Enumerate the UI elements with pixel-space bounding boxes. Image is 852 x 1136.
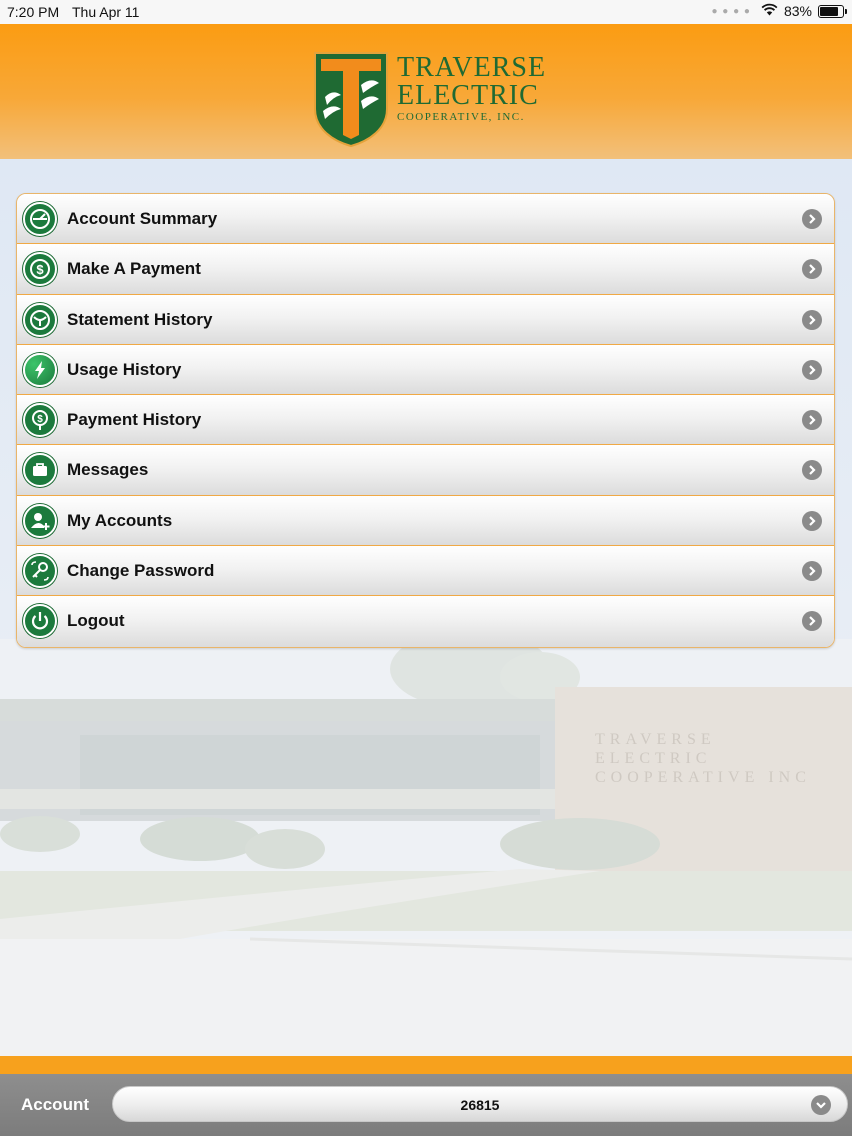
logo-text [397, 54, 546, 123]
menu-item-messages[interactable] [17, 445, 834, 495]
menu-item-my-accounts[interactable] [17, 496, 834, 546]
account-select[interactable] [112, 1086, 848, 1122]
svg-text:$: $ [37, 414, 43, 426]
chevron-down-icon [811, 1095, 831, 1115]
menu-label: Usage History [67, 359, 182, 379]
logo-line3: COOPERATIVE, INC. [397, 111, 525, 123]
menu-item-make-a-payment[interactable] [17, 244, 834, 294]
chevron-right-icon [802, 360, 822, 380]
chevron-right-icon [802, 611, 822, 631]
svg-text:$: $ [36, 262, 44, 278]
dollar-icon [23, 252, 57, 286]
menu-item-statement-history[interactable] [17, 295, 834, 345]
menu-item-payment-history[interactable] [17, 395, 834, 445]
menu-label: Logout [67, 611, 125, 631]
battery-percent: 83% [783, 3, 812, 19]
user-add-icon [23, 504, 57, 538]
status-time: 7:20 PM [7, 4, 60, 20]
menu-label: Account Summary [67, 209, 218, 228]
key-icon [23, 554, 57, 588]
menu-item-change-password[interactable] [17, 546, 834, 596]
statement-icon [23, 303, 57, 337]
status-bar [0, 0, 852, 24]
chevron-right-icon [802, 259, 822, 279]
account-bar [0, 1074, 852, 1136]
chevron-right-icon [802, 410, 822, 430]
menu-label: Change Password [67, 561, 215, 581]
svg-text:ELECTRIC: ELECTRIC [595, 750, 712, 767]
battery-icon [818, 5, 844, 18]
menu-label: Payment History [67, 410, 202, 430]
menu-label: My Accounts [67, 510, 173, 530]
logo-line2: ELECTRIC [397, 80, 539, 111]
menu-label: Statement History [67, 309, 213, 329]
svg-text:TRAVERSE: TRAVERSE [595, 731, 716, 748]
menu-label: Messages [67, 460, 149, 480]
traverse-electric-logo [313, 51, 553, 147]
chevron-right-icon [802, 209, 822, 229]
menu-item-logout[interactable] [17, 596, 834, 646]
account-label: Account [21, 1095, 89, 1114]
account-value: 26815 [460, 1097, 500, 1113]
main-menu [16, 193, 835, 648]
dollar-plug-icon [23, 403, 57, 437]
multitasking-dots-icon: ● ● ● ● [711, 5, 751, 17]
battery-level [820, 7, 838, 16]
status-right [711, 3, 844, 19]
chevron-right-icon [802, 561, 822, 581]
envelope-icon [23, 453, 57, 487]
header [0, 24, 852, 159]
menu-item-usage-history[interactable] [17, 345, 834, 395]
menu-label: Make A Payment [67, 259, 201, 279]
chevron-right-icon [802, 310, 822, 330]
status-date: Thu Apr 11 [72, 4, 140, 20]
menu-item-account-summary[interactable] [17, 194, 834, 244]
chevron-right-icon [802, 460, 822, 480]
background-building-photo [0, 639, 852, 1056]
chevron-right-icon [802, 511, 822, 531]
wifi-icon [761, 3, 778, 19]
meter-icon [23, 202, 57, 236]
lightning-icon [23, 353, 57, 387]
power-icon [23, 604, 57, 638]
bottom-stripe [0, 1056, 852, 1074]
logo-line1: TRAVERSE [397, 52, 547, 83]
logo-shield-icon [313, 51, 389, 147]
svg-text:COOPERATIVE INC: COOPERATIVE INC [595, 769, 811, 786]
